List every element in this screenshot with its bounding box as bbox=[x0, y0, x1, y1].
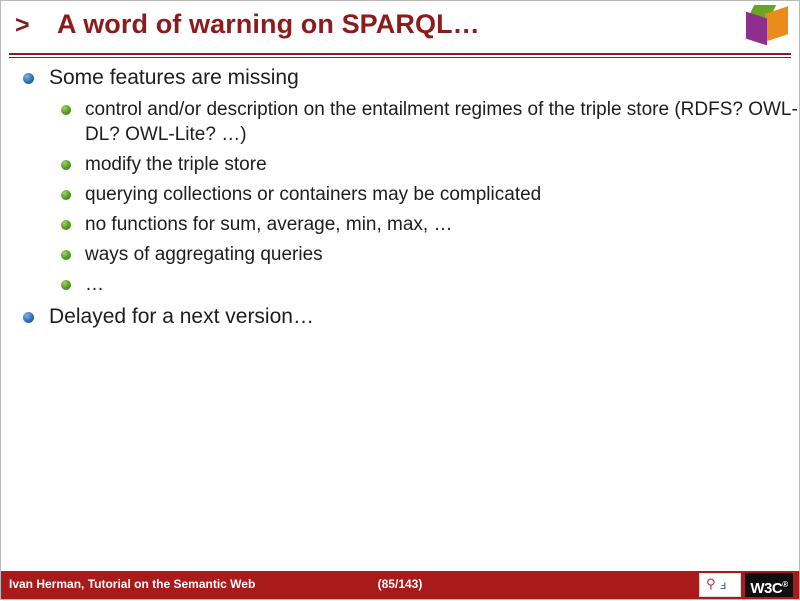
page-title: A word of warning on SPARQL… bbox=[57, 9, 480, 39]
list-item-label: ways of aggregating queries bbox=[85, 244, 323, 265]
bullet-icon bbox=[61, 250, 71, 260]
w3c-logo-label: W3C bbox=[750, 580, 783, 597]
footer-author: Ivan Herman, Tutorial on the Semantic Web bbox=[9, 577, 256, 591]
bullet-icon bbox=[61, 190, 71, 200]
header-divider bbox=[9, 53, 791, 55]
bullet-icon bbox=[61, 105, 71, 115]
list-item bbox=[1, 63, 799, 297]
list-item bbox=[49, 97, 799, 147]
w3c-logo-icon bbox=[745, 573, 793, 597]
slide-footer bbox=[1, 571, 799, 599]
list-item bbox=[1, 302, 799, 332]
bullet-list-level1 bbox=[1, 63, 799, 332]
bullet-icon bbox=[23, 312, 34, 323]
w3c-logo-sup: ® bbox=[782, 580, 788, 589]
list-item-label: modify the triple store bbox=[85, 154, 267, 175]
cube-face-purple bbox=[746, 12, 767, 46]
list-item-label: … bbox=[85, 274, 104, 295]
bullet-icon bbox=[23, 73, 34, 84]
slide-header bbox=[1, 1, 799, 57]
list-item bbox=[49, 152, 799, 177]
list-item-label: Some features are missing bbox=[49, 66, 299, 89]
header-divider-secondary bbox=[9, 57, 791, 58]
page-number: (85/143) bbox=[377, 577, 423, 591]
cube-face-orange bbox=[765, 6, 788, 41]
list-item-label: control and/or description on the entailment regimes of the triple store (RDFS? OWL-DL? OWL-Lite? …) bbox=[85, 99, 798, 145]
bullet-icon bbox=[61, 280, 71, 290]
ercim-logo-icon bbox=[699, 573, 741, 597]
list-item-label: querying collections or containers may be complicated bbox=[85, 184, 542, 205]
bullet-icon bbox=[61, 160, 71, 170]
list-item-label: Delayed for a next version… bbox=[49, 305, 314, 328]
title-marker: > bbox=[15, 11, 30, 39]
footer-logos bbox=[699, 572, 795, 598]
list-item bbox=[49, 182, 799, 207]
bullet-icon bbox=[61, 220, 71, 230]
bullet-list-level2 bbox=[49, 97, 799, 297]
list-item-label: no functions for sum, average, min, max, … bbox=[85, 214, 453, 235]
ercim-mark-right: ⅎ bbox=[720, 578, 727, 592]
slide-content bbox=[1, 63, 799, 334]
w3c-cube-logo-icon bbox=[743, 5, 789, 45]
list-item bbox=[49, 272, 799, 297]
ercim-mark-left: ⚲ bbox=[706, 577, 716, 592]
list-item bbox=[49, 212, 799, 237]
list-item bbox=[49, 242, 799, 267]
